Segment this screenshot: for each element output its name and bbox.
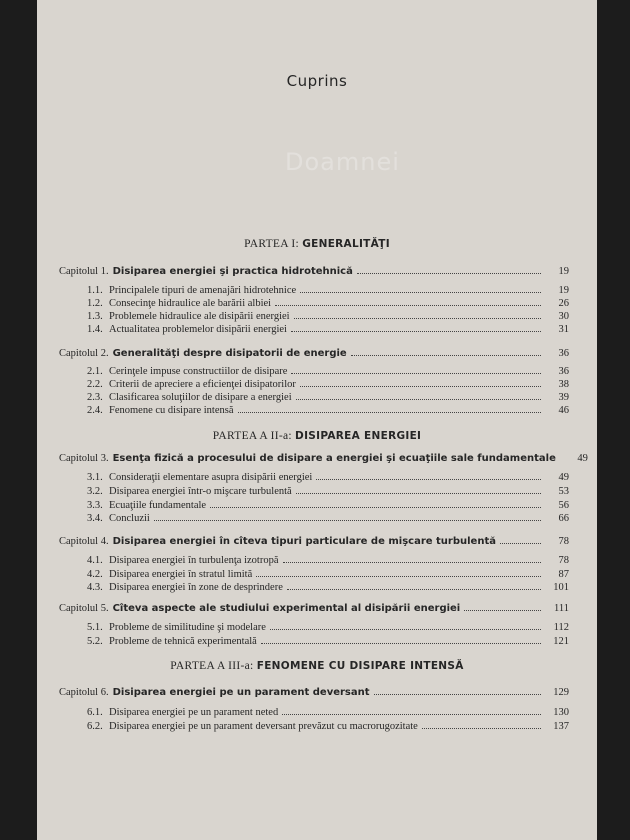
chapter-row [59, 536, 569, 547]
dot-leader [261, 642, 541, 644]
part-name: FENOMENE CU DISIPARE INTENSĂ [256, 660, 464, 672]
chapter-title: Disiparea energiei în cîteva tipuri particulare de mişcare turbulentă [112, 536, 496, 547]
dot-leader [282, 713, 541, 715]
dot-leader [256, 575, 541, 577]
section-title: Probleme de tehnică experimentală [109, 636, 257, 647]
dot-leader [238, 411, 541, 413]
section-page: 49 [558, 472, 569, 483]
watermark-text: Doamnei [285, 148, 400, 176]
chapter-page: 49 [577, 453, 588, 464]
section-page: 121 [553, 636, 569, 647]
section-title: Principalele tipuri de amenajări hidrotehnice [109, 285, 297, 296]
section-page: 39 [558, 392, 569, 403]
section-row [87, 472, 569, 483]
section-number: 3.4. [87, 513, 103, 524]
section-row [87, 636, 569, 647]
section-title: Disiparea energiei în zone de desprindere [109, 582, 283, 593]
dot-leader [275, 304, 541, 306]
section-number: 1.1. [87, 285, 103, 296]
section-row [87, 582, 569, 593]
dot-leader [464, 609, 541, 611]
chapter-row [59, 453, 588, 464]
section-row [87, 405, 569, 416]
section-title: Clasificarea soluţiilor de disipare a energiei [109, 392, 292, 403]
dot-leader [422, 727, 541, 729]
chapter-page: 111 [554, 603, 569, 614]
section-row [87, 500, 569, 511]
section-title: Ecuaţiile fundamentale [109, 500, 207, 511]
section-number: 2.3. [87, 392, 103, 403]
section-title: Consideraţii elementare asupra disipării energiei [109, 472, 313, 483]
section-title: Fenomene cu disipare intensă [109, 405, 234, 416]
section-title: Concluzii [109, 513, 150, 524]
section-number: 2.2. [87, 379, 103, 390]
dot-leader [154, 519, 541, 521]
part-name: DISIPAREA ENERGIEI [295, 430, 422, 442]
dot-leader [294, 317, 541, 319]
chapter-row [59, 348, 569, 359]
section-page: 38 [558, 379, 569, 390]
chapter-row [59, 266, 569, 277]
section-number: 6.1. [87, 707, 103, 718]
section-row [87, 285, 569, 296]
chapter-row [59, 603, 569, 614]
section-number: 2.1. [87, 366, 103, 377]
book-page [37, 0, 597, 840]
section-page: 53 [558, 486, 569, 497]
section-row [87, 324, 569, 335]
dot-leader [287, 588, 541, 590]
section-number: 2.4. [87, 405, 103, 416]
section-number: 6.2. [87, 721, 103, 732]
dot-leader [357, 272, 541, 274]
section-row [87, 569, 569, 580]
dot-leader [270, 628, 541, 630]
section-row [87, 721, 569, 732]
section-title: Disiparea energiei pe un parament neted [109, 707, 279, 718]
section-row [87, 379, 569, 390]
section-page: 78 [558, 555, 569, 566]
part-heading [37, 430, 597, 442]
section-title: Cerinţele impuse constructiilor de disipare [109, 366, 288, 377]
section-row [87, 622, 569, 633]
chapter-label: Capitolul 4. [59, 536, 109, 547]
section-page: 112 [553, 622, 569, 633]
chapter-label: Capitolul 3. [59, 453, 109, 464]
section-title: Criterii de apreciere a eficienţei disipatorilor [109, 379, 296, 390]
section-number: 4.3. [87, 582, 103, 593]
dot-leader [210, 506, 541, 508]
part-prefix: PARTEA I: [244, 238, 300, 250]
chapter-title: Disiparea energiei şi practica hidrotehnică [112, 266, 353, 277]
section-page: 31 [558, 324, 569, 335]
section-row [87, 392, 569, 403]
chapter-page: 78 [558, 536, 569, 547]
section-title: Actualitatea problemelor disipării energiei [109, 324, 287, 335]
dot-leader [296, 492, 541, 494]
section-page: 30 [558, 311, 569, 322]
dot-leader [291, 372, 541, 374]
chapter-title: Generalităţi despre disipatorii de energie [112, 348, 347, 359]
chapter-title: Cîteva aspecte ale studiului experimental al disipării energiei [112, 603, 461, 614]
section-number: 1.4. [87, 324, 103, 335]
chapter-label: Capitolul 5. [59, 603, 109, 614]
chapter-label: Capitolul 2. [59, 348, 109, 359]
section-page: 46 [558, 405, 569, 416]
section-page: 130 [553, 707, 569, 718]
part-prefix: PARTEA A III-a: [170, 660, 254, 672]
section-number: 3.2. [87, 486, 103, 497]
section-row [87, 555, 569, 566]
section-number: 1.3. [87, 311, 103, 322]
section-page: 87 [558, 569, 569, 580]
dot-leader [296, 398, 541, 400]
section-title: Probleme de similitudine şi modelare [109, 622, 266, 633]
chapter-label: Capitolul 6. [59, 687, 109, 698]
section-number: 5.1. [87, 622, 103, 633]
section-title: Disiparea energiei în turbulenţa izotropă [109, 555, 279, 566]
dot-leader [300, 385, 541, 387]
dot-leader [316, 478, 541, 480]
section-page: 19 [558, 285, 569, 296]
dot-leader [500, 542, 541, 544]
section-page: 26 [558, 298, 569, 309]
section-number: 3.1. [87, 472, 103, 483]
section-number: 4.1. [87, 555, 103, 566]
chapter-page: 19 [558, 266, 569, 277]
section-number: 1.2. [87, 298, 103, 309]
section-page: 101 [553, 582, 569, 593]
section-page: 137 [553, 721, 569, 732]
chapter-row [59, 687, 569, 698]
chapter-title: Disiparea energiei pe un parament deversant [112, 687, 370, 698]
part-prefix: PARTEA A II-a: [212, 430, 292, 442]
section-number: 3.3. [87, 500, 103, 511]
section-page: 66 [558, 513, 569, 524]
section-row [87, 707, 569, 718]
section-title: Problemele hidraulice ale disipării energiei [109, 311, 290, 322]
section-row [87, 311, 569, 322]
section-row [87, 513, 569, 524]
section-title: Disiparea energiei pe un parament deversant prevăzut cu macrorugozitate [109, 721, 418, 732]
page-title: Cuprins [286, 72, 348, 90]
dot-leader [291, 330, 541, 332]
chapter-page: 129 [553, 687, 569, 698]
part-heading [37, 660, 597, 672]
section-title: Disiparea energiei într-o mişcare turbulentă [109, 486, 292, 497]
dot-leader [374, 693, 541, 695]
section-page: 56 [558, 500, 569, 511]
part-name: GENERALITĂŢI [302, 238, 390, 250]
dot-leader [283, 561, 542, 563]
section-number: 4.2. [87, 569, 103, 580]
section-page: 36 [558, 366, 569, 377]
chapter-title: Esenţa fizică a procesului de disipare a energiei şi ecuaţiile sale fundamentale [112, 453, 556, 464]
chapter-page: 36 [558, 348, 569, 359]
dot-leader [300, 291, 541, 293]
section-row [87, 298, 569, 309]
section-title: Consecinţe hidraulice ale barării albiei [109, 298, 272, 309]
section-number: 5.2. [87, 636, 103, 647]
section-row [87, 366, 569, 377]
section-row [87, 486, 569, 497]
part-heading [37, 238, 597, 250]
chapter-label: Capitolul 1. [59, 266, 109, 277]
dot-leader [351, 354, 541, 356]
section-title: Disiparea energiei în stratul limită [109, 569, 253, 580]
